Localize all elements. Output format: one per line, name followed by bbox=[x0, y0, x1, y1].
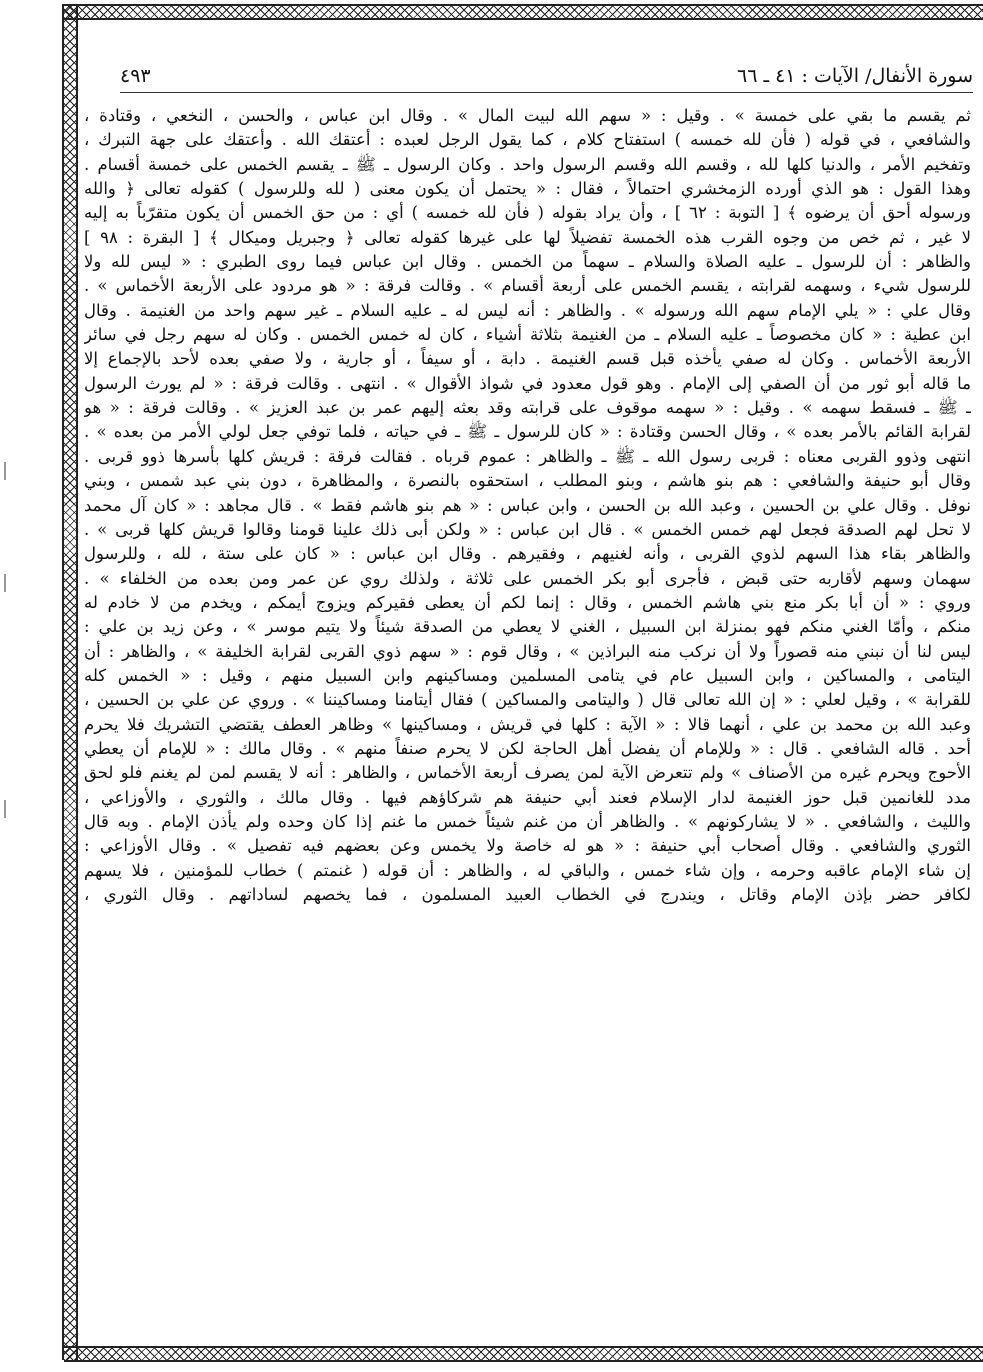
ornamental-border-left bbox=[62, 4, 78, 1360]
text-line: وقال علي : « يلي الإمام سهم الله ورسوله » . والظاهر : أنه ليس له ـ عليه السلام ـ غير سهم واحد من الغنيمة . وقال bbox=[84, 300, 971, 320]
margin-mark bbox=[4, 800, 6, 818]
text-line: ليس لنا أن نبني منه قصوراً ولا أن نركب منه البراذين » ، وقال قوم : « سهم ذوي القربى لقرابة الخليفة » ، والظاهر : أن bbox=[84, 641, 971, 661]
text-line: ما قاله أبو ثور من أن الصفي إلى الإمام . وهو قول معدود في شواذ الأقوال » . انتهى . وقالت فرقة : « لم يورث الرسول bbox=[84, 373, 971, 393]
text-line: انتهى وذوو القربى معناه : قربى رسول الله ـ ﷺ ـ والظاهر : عموم قرباه . فقالت فرقة : قريش كلها بأسرها ذوو قربى . bbox=[84, 446, 971, 466]
surah-title: سورة الأنفال/ الآيات : ٤١ ـ ٦٦ bbox=[736, 65, 973, 87]
text-line: للقرابة » ، وقيل لعلي : « إن الله تعالى قال ( واليتامى والمساكين ) فقال أيتامنا ومساكيننا » . وروي عن علي بن الحسين ، bbox=[84, 690, 971, 710]
text-line: وروي : « أن أبا بكر منع بني هاشم الخمس ، وقال : إنما لكم أن يعطى فقيركم ويزوج أيمكم ، ويخدم من لا خادم له bbox=[84, 592, 971, 612]
margin-mark bbox=[4, 462, 6, 480]
text-line: لكافر حضر بإذن الإمام وقاتل ، ويندرج في الخطاب العبيد المسلمون ، فما يخصهم لساداتهم . وقال الثوري ، bbox=[84, 885, 971, 904]
ornamental-border-top bbox=[64, 4, 983, 20]
text-line: وهذا القول : هو الذي أورده الزمخشري احتمالاً ، فقال : « يحتمل أن يكون معنى ( لله وللرسول ) كقوله تعالى ﴿ والله bbox=[84, 179, 971, 199]
text-line: وعبد الله بن محمد بن علي ، أنهما قالا : « الآية : كلها في قريش ، ومساكينها » وظاهر العطف يقتضي التشريك فلا يحرم bbox=[84, 714, 971, 734]
text-line: لقرابة القائم بالأمر بعده » ، وقال الحسن وقتادة : « كان للرسول ـ ﷺ ـ في حياته ، فلما توفي جعل لولي الأمر من بعده » . bbox=[84, 422, 971, 442]
body-text bbox=[84, 104, 971, 907]
text-line: ـ ﷺ ـ فسقط سهمه » . وقيل : « سهمه موقوف على قرابته وقد بعثه إليهم عمر بن عبد العزيز » . وقالت فرقة : « هو bbox=[84, 398, 971, 418]
text-line: الأربعة الأخماس . وكان له صفي يأخذه قبل قسم الغنيمة . دابة ، أو سيفاً ، أو جارية ، ولا صفي بعده لأحد بالإجماع إلا bbox=[84, 349, 971, 369]
text-line: اليتامى ، والمساكين ، وابن السبيل عام في يتامى المسلمين ومساكينهم وابن السبيل منهم ، وقيل : « الخمس كله bbox=[84, 665, 971, 685]
text-line: والظاهر : أن للرسول ـ عليه الصلاة والسلام ـ سهماً من الخمس . وقال ابن عباس فيما روى الطبري : « ليس لله ولا bbox=[84, 252, 971, 272]
text-line: للرسول شيء ، وسهمه لقرابته ، يقسم الخمس على أربعة أقسام » . وقالت فرقة : « هو مردود على الأربعة الأخماس » . bbox=[84, 276, 971, 296]
header-divider bbox=[120, 92, 973, 93]
text-line: الثوري والشافعي . وقال أصحاب أبي حنيفة : « هو له خاصة ولا يخمس وعن بعضهم فيه تفصيل » . وقال الأوزاعي : bbox=[84, 836, 971, 856]
text-line: إن شاء الإمام عاقبه وحرمه ، وإن شاء خمس ، والباقي له ، والظاهر : أن قوله ( غنمتم ) خطاب للمؤمنين ، فلا يسهم bbox=[84, 860, 971, 880]
text-line: نوفل . وقال علي بن الحسين ، وعبد الله بن الحسن ، وابن عباس : « هم بنو هاشم فقط » . قال مجاهد : « كان آل محمد bbox=[84, 495, 971, 515]
text-line: والظاهر بقاء هذا السهم لذوي القربى ، وأنه لغنيهم ، وفقيرهم . وقال ابن عباس : « كان على ستة ، لله ، وللرسول bbox=[84, 544, 971, 564]
text-line: لا غير ، ثم خص من وجوه القرب هذه الخمسة تفضيلاً لها على غيرها كقوله تعالى ﴿ وجبريل وميكال ﴾ [ البقرة : ٩٨ ] bbox=[84, 227, 971, 247]
text-line: والشافعي ، في قوله ( فأن لله خمسه ) استفتاح كلام ، كما يقول الرجل لعبده : أعتقك الله . وأعتقك على جهة التبرك ، bbox=[84, 130, 971, 150]
text-line: منكم ، وأمّا الغني منكم فهو بمنزلة ابن السبيل ، الغني لا يعطي من الصدقة شيئاً ولا يتيم موسر » ، وعن زيد بن علي : bbox=[84, 617, 971, 637]
text-line: لا تحل لهم الصدقة فجعل لهم خمس الخمس » . قال ابن عباس : « ولكن أبى ذلك علينا قومنا وقالوا قريش كلها قربى » . bbox=[84, 519, 971, 539]
text-line: الأحوج ويحرم غيره من الأصناف » ولم تتعرض الآية لمن يصرف أربعة الأخماس ، والظاهر : أنه لا يقسم لمن لم يغنم فلو لحق bbox=[84, 763, 971, 783]
text-line: سهمان وسهم لأقاربه حتى قبض ، فأجرى أبو بكر الخمس على ثلاثة ، ولذلك روي عن عمر ومن بعده من الخلفاء » . bbox=[84, 568, 971, 588]
page-header bbox=[120, 62, 973, 90]
text-line: ابن عطية : « كان مخصوصاً ـ عليه السلام ـ من الغنيمة بثلاثة أشياء ، كان له خمس الخمس . وكان له سهم رجل في سائر bbox=[84, 325, 971, 345]
text-line: مدد للغانمين قبل حوز الغنيمة لدار الإسلام فعند أبي حنيفة هم شركاؤهم فيها . وقال مالك ، والثوري ، والأوزاعي ، bbox=[84, 787, 971, 807]
text-line: وتفخيم الأمر ، والدنيا كلها لله ، وقسم الله وقسم الرسول واحد . وكان الرسول ـ ﷺ ـ يقسم الخمس على خمسة أقسام . bbox=[84, 154, 971, 174]
text-line: وقال أبو حنيفة والشافعي : هم بنو هاشم ، وبنو المطلب ، استحقوه بالنصرة ، والمظاهرة ، دون بني عبد شمس ، وبني bbox=[84, 471, 971, 491]
text-line: والليث ، والشافعي . « لا يشاركونهم » . والظاهر أن من غنم شيئاً خمس ما غنم إذا كان وحده ولم يأذن الإمام . وبه قال bbox=[84, 811, 971, 831]
text-line: أحد . قاله الشافعي . قال : « وللإمام أن يفضل أهل الحاجة لكن لا يحرم صنفاً منهم » . وقال مالك : « للإمام أن يعطي bbox=[84, 738, 971, 758]
page-number: ٤٩٣ bbox=[120, 65, 151, 87]
ornamental-border-bottom bbox=[64, 1346, 983, 1362]
text-line: ثم يقسم ما بقي على خمسة » . وقيل : « سهم الله لبيت المال » . وقال ابن عباس ، والحسن ، النخعي ، وقتادة ، bbox=[84, 106, 971, 125]
text-line: ورسوله أحق أن يرضوه ﴾ [ التوبة : ٦٢ ] ، وأن يراد بقوله ( فأن لله خمسه ) أي : من حق الخمس أن يكون متقرّباً به إليه bbox=[84, 203, 971, 223]
margin-mark bbox=[4, 574, 6, 592]
